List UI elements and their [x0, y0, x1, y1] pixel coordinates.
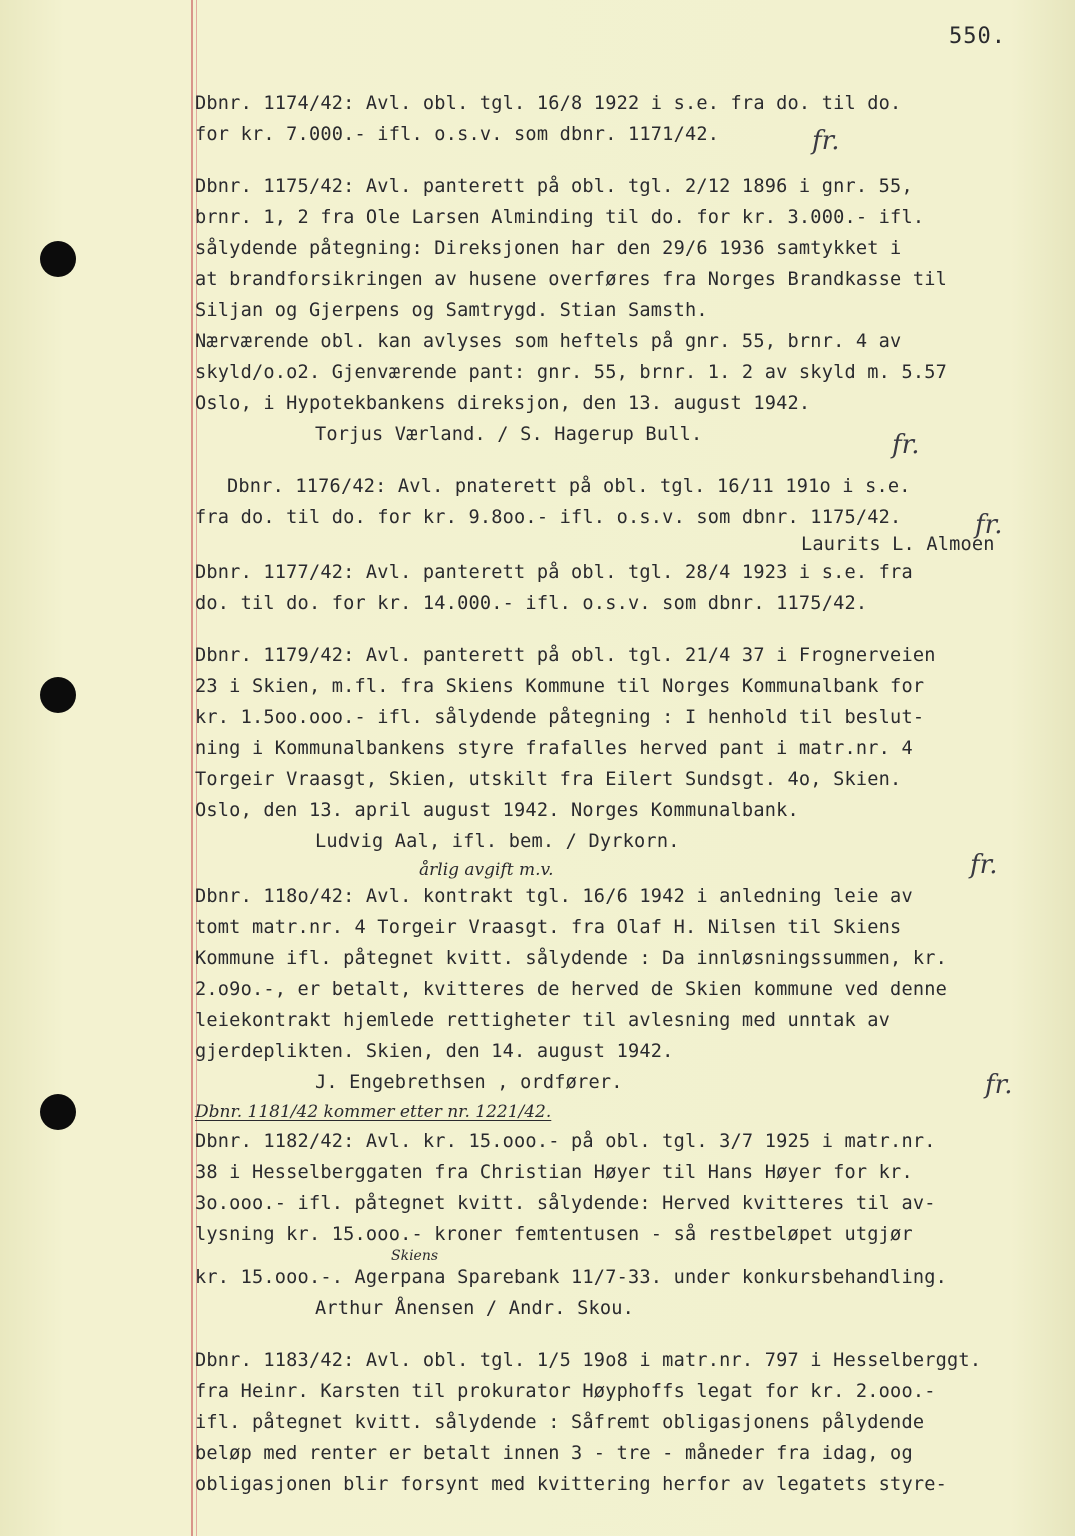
entry-line: fra Heinr. Karsten til prokurator Høyphoffs legat for kr. 2.ooo.-	[195, 1381, 936, 1402]
entry-line: 38 i Hesselberggaten fra Christian Høyer til Hans Høyer for kr.	[195, 1162, 913, 1183]
entry-line: Dbnr. 1182/42: Avl. kr. 15.ooo.- på obl. tgl. 3/7 1925 i matr.nr.	[195, 1131, 936, 1152]
entry-line: 23 i Skien, m.fl. fra Skiens Kommune til Norges Kommunalbank for	[195, 676, 925, 697]
entry-line: Nærværende obl. kan avlyses som heftels på gnr. 55, brnr. 4 av	[195, 331, 902, 352]
entry-line: ning i Kommunalbankens styre frafalles herved pant i matr.nr. 4	[195, 738, 913, 759]
signature-line: Arthur Ånensen / Andr. Skou.	[315, 1298, 635, 1319]
entry-line: fra do. til do. for kr. 9.8oo.- ifl. o.s.v. som dbnr. 1175/42.	[195, 507, 902, 528]
entry-line: Dbnr. 1175/42: Avl. panterett på obl. tgl. 2/12 1896 i gnr. 55,	[195, 176, 913, 197]
handwritten-mark: fr.	[812, 126, 840, 156]
signature-line: Ludvig Aal, ifl. bem. / Dyrkorn.	[315, 831, 680, 852]
entry-line: at brandforsikringen av husene overføres fra Norges Brandkasse til	[195, 269, 948, 290]
entry-line: Siljan og Gjerpens og Samtrygd. Stian Samsth.	[195, 300, 708, 321]
entry-line: beløp med renter er betalt innen 3 - tre - måneder fra idag, og	[195, 1443, 913, 1464]
handwritten-mark: fr.	[970, 850, 998, 880]
signature-line: Laurits L. Almoen	[801, 534, 995, 555]
entry-line: skyld/o.o2. Gjenværende pant: gnr. 55, brnr. 1. 2 av skyld m. 5.57	[195, 362, 948, 383]
entry-line: brnr. 1, 2 fra Ole Larsen Alminding til do. for kr. 3.000.- ifl.	[195, 207, 925, 228]
entry-line: 3o.ooo.- ifl. påtegnet kvitt. sålydende: Herved kvitteres til av-	[195, 1193, 936, 1214]
page-number: 550.	[949, 24, 1006, 49]
entry-line: lysning kr. 15.ooo.- kroner femtentusen - så restbeløpet utgjør	[195, 1224, 913, 1245]
entry-line: obligasjonen blir forsynt med kvittering herfor av legatets styre-	[195, 1474, 948, 1495]
entry-line: tomt matr.nr. 4 Torgeir Vraasgt. fra Olaf H. Nilsen til Skiens	[195, 917, 902, 938]
entry-line: Dbnr. 1183/42: Avl. obl. tgl. 1/5 19o8 i matr.nr. 797 i Hesselberggt.	[195, 1350, 982, 1371]
handwritten-mark: fr.	[985, 1070, 1013, 1100]
entry-line: Torgeir Vraasgt, Skien, utskilt fra Eilert Sundsgt. 4o, Skien.	[195, 769, 902, 790]
entry-line: Dbnr. 1174/42: Avl. obl. tgl. 16/8 1922 i s.e. fra do. til do.	[195, 93, 902, 114]
punch-hole	[40, 1094, 76, 1130]
entry-line: Dbnr. 1177/42: Avl. panterett på obl. tgl. 28/4 1923 i s.e. fra	[195, 562, 913, 583]
entry-line: gjerdeplikten. Skien, den 14. august 1942.	[195, 1041, 674, 1062]
entry-line: 2.o9o.-, er betalt, kvitteres de herved de Skien kommune ved denne	[195, 979, 948, 1000]
entry-line: kr. 15.ooo.-. Agerpana Sparebank 11/7-33. under konkursbehandling.	[195, 1267, 948, 1288]
handwritten-insertion: Skiens	[391, 1248, 439, 1264]
ledger-entries	[195, 88, 1045, 1500]
entry-line: Kommune ifl. påtegnet kvitt. sålydende : Da innløsningssummen, kr.	[195, 948, 948, 969]
handwritten-mark: fr.	[892, 430, 920, 460]
entry-line: Dbnr. 1176/42: Avl. pnaterett på obl. tgl. 16/11 191o i s.e.	[227, 476, 911, 497]
margin-rule	[191, 0, 193, 1536]
punch-hole	[40, 241, 76, 277]
entry-line: Dbnr. 118o/42: Avl. kontrakt tgl. 16/6 1942 i anledning leie av	[195, 886, 913, 907]
handwritten-insertion: årlig avgift m.v.	[419, 860, 554, 880]
punch-hole	[40, 677, 76, 713]
entry-line: Dbnr. 1179/42: Avl. panterett på obl. tgl. 21/4 37 i Frognerveien	[195, 645, 936, 666]
entry-line: ifl. påtegnet kvitt. sålydende : Såfremt obligasjonens pålydende	[195, 1412, 925, 1433]
signature-line: Torjus Værland. / S. Hagerup Bull.	[315, 424, 703, 445]
entry-line: Oslo, den 13. april august 1942. Norges Kommunalbank.	[195, 800, 799, 821]
signature-line: J. Engebrethsen , ordfører.	[315, 1072, 623, 1093]
entry-line: do. til do. for kr. 14.000.- ifl. o.s.v. som dbnr. 1175/42.	[195, 593, 868, 614]
entry-line: kr. 1.5oo.ooo.- ifl. sålydende påtegning : I henhold til beslut-	[195, 707, 925, 728]
entry-line: leiekontrakt hjemlede rettigheter til avlesning med unntak av	[195, 1010, 891, 1031]
entry-line: sålydende påtegning: Direksjonen har den 29/6 1936 samtykket i	[195, 238, 902, 259]
entry-line: Oslo, i Hypotekbankens direksjon, den 13. august 1942.	[195, 393, 811, 414]
handwritten-mark: fr.	[975, 510, 1003, 540]
entry-line: for kr. 7.000.- ifl. o.s.v. som dbnr. 1171/42.	[195, 124, 720, 145]
handwritten-note: Dbnr. 1181/42 kommer etter nr. 1221/42.	[195, 1102, 552, 1122]
